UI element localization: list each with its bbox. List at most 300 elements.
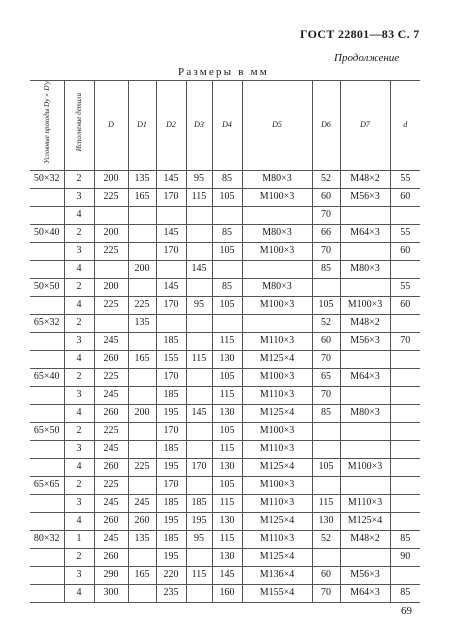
table-cell: 3 bbox=[64, 494, 94, 512]
table-cell: 105 bbox=[212, 422, 242, 440]
table-cell bbox=[390, 206, 420, 224]
table-cell: 200 bbox=[128, 404, 156, 422]
table-cell: 4 bbox=[64, 350, 94, 368]
table-cell bbox=[312, 422, 340, 440]
table-cell bbox=[30, 350, 64, 368]
table-cell: M125×4 bbox=[242, 350, 312, 368]
table-cell: 115 bbox=[186, 188, 212, 206]
table-cell: 225 bbox=[94, 368, 128, 386]
table-cell bbox=[390, 422, 420, 440]
table-cell: M80×3 bbox=[242, 224, 312, 242]
table-cell bbox=[312, 440, 340, 458]
table-cell: 4 bbox=[64, 206, 94, 224]
table-cell: 65×65 bbox=[30, 476, 64, 494]
table-cell: 4 bbox=[64, 458, 94, 476]
table-cell bbox=[128, 548, 156, 566]
table-cell bbox=[312, 476, 340, 494]
table-cell: M125×4 bbox=[242, 548, 312, 566]
dimensions-table bbox=[30, 80, 420, 603]
table-cell: 95 bbox=[186, 296, 212, 314]
table-cell: 105 bbox=[212, 296, 242, 314]
table-cell bbox=[390, 566, 420, 584]
table-cell: 135 bbox=[128, 170, 156, 188]
table-cell: 3 bbox=[64, 440, 94, 458]
table-cell: M110×3 bbox=[242, 530, 312, 548]
table-cell: M100×3 bbox=[242, 422, 312, 440]
table-cell: 60 bbox=[312, 566, 340, 584]
table-cell: 52 bbox=[312, 170, 340, 188]
table-cell bbox=[186, 422, 212, 440]
table-cell: 3 bbox=[64, 242, 94, 260]
table-cell bbox=[30, 458, 64, 476]
table-row bbox=[30, 512, 420, 530]
table-cell: 2 bbox=[64, 170, 94, 188]
table-cell: M100×3 bbox=[242, 242, 312, 260]
table-cell: 260 bbox=[94, 548, 128, 566]
table-cell: 130 bbox=[212, 548, 242, 566]
table-row bbox=[30, 242, 420, 260]
table-cell: 170 bbox=[156, 368, 186, 386]
table-cell bbox=[30, 242, 64, 260]
table-cell: M48×2 bbox=[340, 314, 390, 332]
table-row bbox=[30, 206, 420, 224]
table-row bbox=[30, 170, 420, 188]
table-cell: 160 bbox=[212, 584, 242, 602]
table-cell: M100×3 bbox=[340, 296, 390, 314]
table-cell: 60 bbox=[390, 188, 420, 206]
table-cell: 2 bbox=[64, 314, 94, 332]
table-cell: 115 bbox=[186, 566, 212, 584]
table-cell: 115 bbox=[212, 494, 242, 512]
table-cell: 260 bbox=[94, 350, 128, 368]
table-cell bbox=[94, 206, 128, 224]
table-cell: 170 bbox=[156, 476, 186, 494]
table-cell: 165 bbox=[128, 566, 156, 584]
table-cell: 105 bbox=[212, 476, 242, 494]
table-cell: 235 bbox=[156, 584, 186, 602]
table-cell: 52 bbox=[312, 314, 340, 332]
table-cell bbox=[128, 422, 156, 440]
column-header: D3 bbox=[186, 81, 212, 171]
table-cell bbox=[30, 548, 64, 566]
table-cell: 85 bbox=[390, 584, 420, 602]
table-cell: M100×3 bbox=[242, 188, 312, 206]
table-cell: 130 bbox=[212, 404, 242, 422]
table-cell: 200 bbox=[94, 170, 128, 188]
table-cell bbox=[340, 422, 390, 440]
table-cell: 65×32 bbox=[30, 314, 64, 332]
table-cell: 185 bbox=[186, 494, 212, 512]
table-cell: 3 bbox=[64, 566, 94, 584]
table-cell: 225 bbox=[94, 242, 128, 260]
table-cell: 85 bbox=[212, 224, 242, 242]
table-cell: 95 bbox=[186, 530, 212, 548]
table-cell: 165 bbox=[128, 188, 156, 206]
table-cell: M125×4 bbox=[242, 404, 312, 422]
table-cell: M56×3 bbox=[340, 566, 390, 584]
table-cell: 115 bbox=[186, 350, 212, 368]
table-cell: 225 bbox=[128, 458, 156, 476]
table-cell bbox=[390, 404, 420, 422]
table-cell: 70 bbox=[390, 332, 420, 350]
table-cell: 225 bbox=[94, 422, 128, 440]
table-cell bbox=[186, 584, 212, 602]
table-cell bbox=[340, 350, 390, 368]
table-row bbox=[30, 278, 420, 296]
table-cell bbox=[30, 512, 64, 530]
table-cell: 115 bbox=[212, 530, 242, 548]
table-cell: M136×4 bbox=[242, 566, 312, 584]
table-cell bbox=[128, 224, 156, 242]
table-cell bbox=[186, 476, 212, 494]
table-cell: 80×32 bbox=[30, 530, 64, 548]
table-cell: 185 bbox=[156, 386, 186, 404]
table-cell: 225 bbox=[128, 296, 156, 314]
table-row bbox=[30, 494, 420, 512]
table-cell: 85 bbox=[212, 278, 242, 296]
table-cell: M64×3 bbox=[340, 584, 390, 602]
column-header: Условные проходы Dy×D'y bbox=[30, 81, 64, 171]
table-cell bbox=[128, 584, 156, 602]
table-cell bbox=[128, 206, 156, 224]
table-cell: 145 bbox=[156, 224, 186, 242]
table-cell bbox=[312, 278, 340, 296]
table-cell: M56×3 bbox=[340, 188, 390, 206]
table-cell bbox=[242, 206, 312, 224]
table-cell: 245 bbox=[94, 494, 128, 512]
table-cell: 225 bbox=[94, 476, 128, 494]
table-cell: M64×3 bbox=[340, 224, 390, 242]
table-cell bbox=[212, 314, 242, 332]
table-cell bbox=[242, 314, 312, 332]
table-cell: M80×3 bbox=[242, 278, 312, 296]
table-cell bbox=[186, 278, 212, 296]
table-row bbox=[30, 188, 420, 206]
table-cell: 260 bbox=[128, 512, 156, 530]
table-cell bbox=[212, 206, 242, 224]
table-cell: 70 bbox=[312, 350, 340, 368]
table-cell: 260 bbox=[94, 458, 128, 476]
table-cell: 85 bbox=[312, 404, 340, 422]
table-cell: 195 bbox=[156, 458, 186, 476]
table-cell bbox=[30, 206, 64, 224]
table-cell: 85 bbox=[390, 530, 420, 548]
table-row bbox=[30, 350, 420, 368]
table-cell bbox=[312, 548, 340, 566]
table-cell: 50×32 bbox=[30, 170, 64, 188]
table-cell bbox=[30, 494, 64, 512]
table-row bbox=[30, 440, 420, 458]
table-cell: 2 bbox=[64, 476, 94, 494]
table-cell: 145 bbox=[186, 260, 212, 278]
table-cell bbox=[186, 242, 212, 260]
table-cell: 130 bbox=[312, 512, 340, 530]
table-cell: M125×4 bbox=[242, 512, 312, 530]
table-cell bbox=[30, 188, 64, 206]
table-cell bbox=[186, 386, 212, 404]
table-cell bbox=[30, 332, 64, 350]
column-header: D2 bbox=[156, 81, 186, 171]
table-cell bbox=[390, 386, 420, 404]
table-cell: 3 bbox=[64, 386, 94, 404]
table-cell bbox=[30, 584, 64, 602]
table-cell bbox=[390, 260, 420, 278]
table-cell bbox=[390, 368, 420, 386]
table-row bbox=[30, 566, 420, 584]
table-cell: 2 bbox=[64, 548, 94, 566]
table-row bbox=[30, 386, 420, 404]
table-cell: 195 bbox=[156, 548, 186, 566]
table-cell bbox=[390, 458, 420, 476]
table-cell bbox=[340, 206, 390, 224]
table-cell: 145 bbox=[156, 278, 186, 296]
table-cell bbox=[340, 242, 390, 260]
table-cell: 115 bbox=[212, 386, 242, 404]
table-cell: 300 bbox=[94, 584, 128, 602]
table-cell: 200 bbox=[128, 260, 156, 278]
table-cell: 115 bbox=[312, 494, 340, 512]
table-cell: 170 bbox=[156, 422, 186, 440]
table-cell: 4 bbox=[64, 296, 94, 314]
table-cell: M125×4 bbox=[340, 512, 390, 530]
table-cell: 66 bbox=[312, 224, 340, 242]
table-cell: 225 bbox=[94, 188, 128, 206]
table-cell: 4 bbox=[64, 404, 94, 422]
table-cell: 220 bbox=[156, 566, 186, 584]
table-cell: M110×3 bbox=[340, 494, 390, 512]
table-cell: 2 bbox=[64, 278, 94, 296]
table-cell: 170 bbox=[156, 296, 186, 314]
table-cell: M100×3 bbox=[242, 476, 312, 494]
table-cell bbox=[340, 548, 390, 566]
table-cell: 200 bbox=[94, 224, 128, 242]
table-cell: 245 bbox=[94, 440, 128, 458]
table-cell: 195 bbox=[156, 404, 186, 422]
table-cell: 245 bbox=[94, 530, 128, 548]
table-cell bbox=[128, 278, 156, 296]
table-cell: 245 bbox=[128, 494, 156, 512]
table-cell bbox=[390, 350, 420, 368]
table-cell bbox=[186, 440, 212, 458]
table-row bbox=[30, 296, 420, 314]
table-cell: 2 bbox=[64, 422, 94, 440]
table-row bbox=[30, 404, 420, 422]
table-cell: M80×3 bbox=[340, 260, 390, 278]
table-cell: M110×3 bbox=[242, 386, 312, 404]
table-cell: 90 bbox=[390, 548, 420, 566]
column-header: Исполнение детали bbox=[64, 81, 94, 171]
table-cell: 95 bbox=[186, 170, 212, 188]
table-cell: 130 bbox=[212, 458, 242, 476]
table-cell: 85 bbox=[212, 170, 242, 188]
table-cell: 105 bbox=[212, 188, 242, 206]
table-cell: 65 bbox=[312, 368, 340, 386]
table-cell: 85 bbox=[312, 260, 340, 278]
column-header: D bbox=[94, 81, 128, 171]
table-cell: 55 bbox=[390, 170, 420, 188]
dimensions-caption: Размеры в мм bbox=[178, 66, 269, 78]
table-cell: M48×2 bbox=[340, 170, 390, 188]
table-cell: 105 bbox=[312, 296, 340, 314]
table-cell bbox=[30, 566, 64, 584]
table-cell: 60 bbox=[312, 332, 340, 350]
table-cell bbox=[94, 314, 128, 332]
table-cell bbox=[156, 314, 186, 332]
table-cell: M56×3 bbox=[340, 332, 390, 350]
table-cell bbox=[390, 476, 420, 494]
table-cell bbox=[242, 260, 312, 278]
table-cell: 185 bbox=[156, 530, 186, 548]
table-cell: 135 bbox=[128, 314, 156, 332]
table-cell: M110×3 bbox=[242, 332, 312, 350]
table-cell: 4 bbox=[64, 260, 94, 278]
table-cell: 245 bbox=[94, 332, 128, 350]
table-row bbox=[30, 260, 420, 278]
table-row bbox=[30, 458, 420, 476]
table-cell bbox=[186, 314, 212, 332]
table-cell bbox=[128, 242, 156, 260]
table-cell bbox=[186, 224, 212, 242]
table-cell: 155 bbox=[156, 350, 186, 368]
table-header-row bbox=[30, 81, 420, 171]
table-cell: 115 bbox=[212, 440, 242, 458]
table-cell: 1 bbox=[64, 530, 94, 548]
table-cell bbox=[128, 386, 156, 404]
table-cell bbox=[340, 440, 390, 458]
table-cell: M100×3 bbox=[242, 296, 312, 314]
column-header: D6 bbox=[312, 81, 340, 171]
table-cell bbox=[156, 260, 186, 278]
table-cell bbox=[30, 404, 64, 422]
table-cell: 195 bbox=[156, 512, 186, 530]
table-cell: 200 bbox=[94, 278, 128, 296]
table-cell: 70 bbox=[312, 242, 340, 260]
table-cell: M100×3 bbox=[242, 368, 312, 386]
table-cell: 165 bbox=[128, 350, 156, 368]
table-row bbox=[30, 530, 420, 548]
table-cell: 52 bbox=[312, 530, 340, 548]
table-cell: 260 bbox=[94, 512, 128, 530]
table-cell: 145 bbox=[212, 566, 242, 584]
table-cell: M125×4 bbox=[242, 458, 312, 476]
table-cell bbox=[390, 314, 420, 332]
column-header: D5 bbox=[242, 81, 312, 171]
table-cell: 170 bbox=[156, 188, 186, 206]
column-header: D4 bbox=[212, 81, 242, 171]
table-cell: 60 bbox=[390, 296, 420, 314]
table-cell bbox=[30, 386, 64, 404]
table-cell: 50×40 bbox=[30, 224, 64, 242]
table-body bbox=[30, 170, 420, 602]
table-cell: 260 bbox=[94, 404, 128, 422]
table-cell: 3 bbox=[64, 332, 94, 350]
table-cell bbox=[186, 548, 212, 566]
page-number: 69 bbox=[401, 605, 412, 617]
table-cell: 195 bbox=[186, 512, 212, 530]
table-cell: 55 bbox=[390, 224, 420, 242]
table-cell: 130 bbox=[212, 512, 242, 530]
table-cell: 60 bbox=[390, 242, 420, 260]
table-cell bbox=[340, 278, 390, 296]
table-cell: M80×3 bbox=[340, 404, 390, 422]
table-cell: M110×3 bbox=[242, 440, 312, 458]
table-cell bbox=[128, 476, 156, 494]
table-cell: 115 bbox=[212, 332, 242, 350]
table-cell: 4 bbox=[64, 584, 94, 602]
table-cell: 65×40 bbox=[30, 368, 64, 386]
table-row bbox=[30, 548, 420, 566]
table-cell: M64×3 bbox=[340, 368, 390, 386]
continuation-label: Продолжение bbox=[334, 52, 400, 64]
table-cell: 290 bbox=[94, 566, 128, 584]
table-cell: 135 bbox=[128, 530, 156, 548]
table-cell bbox=[390, 440, 420, 458]
table-cell: 50×50 bbox=[30, 278, 64, 296]
table-cell: 185 bbox=[156, 440, 186, 458]
table-cell: 105 bbox=[212, 242, 242, 260]
table-cell bbox=[340, 386, 390, 404]
table-cell bbox=[390, 494, 420, 512]
table-cell: 130 bbox=[212, 350, 242, 368]
table-row bbox=[30, 224, 420, 242]
table-cell: 145 bbox=[156, 170, 186, 188]
table-cell: M80×3 bbox=[242, 170, 312, 188]
table-cell bbox=[30, 440, 64, 458]
table-cell: 70 bbox=[312, 584, 340, 602]
table-cell bbox=[94, 260, 128, 278]
table-row bbox=[30, 368, 420, 386]
table-cell bbox=[30, 296, 64, 314]
table-cell bbox=[390, 512, 420, 530]
column-header: D7 bbox=[340, 81, 390, 171]
table-cell: 170 bbox=[156, 242, 186, 260]
table-cell bbox=[186, 332, 212, 350]
table-cell bbox=[212, 260, 242, 278]
table-row bbox=[30, 422, 420, 440]
table-cell: 2 bbox=[64, 368, 94, 386]
table-cell bbox=[186, 206, 212, 224]
table-cell: 245 bbox=[94, 386, 128, 404]
table-cell: 145 bbox=[186, 404, 212, 422]
table-cell: M100×3 bbox=[340, 458, 390, 476]
table-cell bbox=[30, 260, 64, 278]
table-cell: 170 bbox=[186, 458, 212, 476]
table-cell: 65×50 bbox=[30, 422, 64, 440]
table-cell: 55 bbox=[390, 278, 420, 296]
table-cell: M48×2 bbox=[340, 530, 390, 548]
table-cell: 3 bbox=[64, 188, 94, 206]
column-header: D1 bbox=[128, 81, 156, 171]
table-row bbox=[30, 476, 420, 494]
table-cell bbox=[156, 206, 186, 224]
table-cell: 105 bbox=[212, 368, 242, 386]
table-row bbox=[30, 332, 420, 350]
table-cell bbox=[340, 476, 390, 494]
table-cell: M110×3 bbox=[242, 494, 312, 512]
table-cell: 4 bbox=[64, 512, 94, 530]
table-cell bbox=[128, 332, 156, 350]
standard-header: ГОСТ 22801—83 С. 7 bbox=[300, 27, 420, 41]
table-row bbox=[30, 314, 420, 332]
table-cell: 105 bbox=[312, 458, 340, 476]
table-cell: 70 bbox=[312, 206, 340, 224]
table-cell bbox=[128, 368, 156, 386]
table-cell: M155×4 bbox=[242, 584, 312, 602]
column-header: d bbox=[390, 81, 420, 171]
table-cell: 60 bbox=[312, 188, 340, 206]
table-cell: 225 bbox=[94, 296, 128, 314]
table-cell: 70 bbox=[312, 386, 340, 404]
